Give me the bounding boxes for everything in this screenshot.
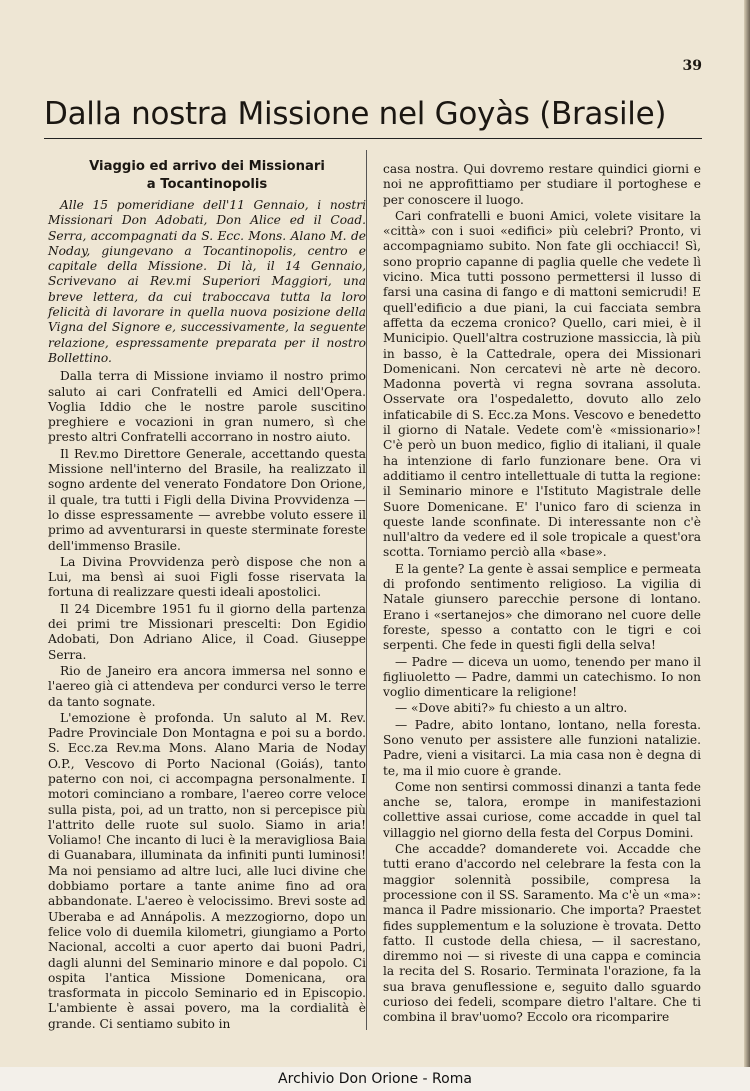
page-title: Dalla nostra Missione nel Goyàs (Brasile) — [44, 96, 667, 132]
right-paragraph: — Padre — diceva un uomo, tenendo per mano il figliuoletto — Padre, dammi un catechismo. Io non voglio dimenticare la religione! — [383, 654, 701, 700]
right-paragraph: Come non sentirsi commossi dinanzi a tanta fede anche se, talora, erompe in manifestazioni collettive assai curiose, come accadde in quel tal villaggio nel giorno della festa del Corpus Domini. — [383, 779, 701, 840]
left-paragraph: Dalla terra di Missione inviamo il nostro primo saluto ai cari Confratelli ed Amici dell'Opera. Voglia Iddio che le nostre parole suscitino preghiere e vocazioni in gran numero, sì che presto altri Confratelli accorrano in nostro aiuto. — [48, 369, 366, 445]
page-number: 39 — [682, 58, 702, 74]
article-title-line2: a Tocantinopolis — [146, 177, 268, 192]
page-fold-shadow — [744, 0, 750, 1067]
left-column — [48, 158, 366, 1033]
column-divider — [366, 150, 367, 1030]
left-paragraph: Il 24 Dicembre 1951 fu il giorno della partenza dei primi tre Missionari prescelti: Don Egidio Adobati, Don Adriano Alice, il Coad. Giuseppe Serra. — [48, 601, 366, 662]
right-paragraph: Cari confratelli e buoni Amici, volete visitare la «città» con i suoi «edifici» più celebri? Pronto, vi accompagniamo subito. Non fate gli occhiacci! Sì, sono proprio capanne di paglia quelle che vedete lì vicino. Mica tutti possono permettersi il lusso di farsi una casina di fango e di mattoni semicrudi! E quell'edificio a due piani, la cui facciata sembra affetta da eczema cronico? Quello, cari miei, è il Municipio. Quell'altra costruzione massiccia, là più in basso, è la Cattedrale, opera dei Missionari Domenicani. Non cercatevi nè arte nè decoro. Madonna povertà vi regna sovrana assoluta. Osservate ora l'ospedaletto, dovuto allo zelo infaticabile di S. Ecc.za Mons. Vescovo e benedetto il giorno di Natale. Vedete com'è «missionario»! C'è però un buon medico, figlio di italiani, il quale ha intenzione di farlo funzionare bene. Ora vi additiamo il centro intellettuale di tutta la regione: il Seminario minore e l'Istituto Magistrale delle Suore Domenicane. E' l'unico faro di scienza in queste lande sconfinate. Di interessante non c'è null'altro da vedere ed il sole tropicale a quest'ora scotta. Torniamo perciò alla «base». — [383, 208, 701, 560]
left-paragraph: Il Rev.mo Direttore Generale, accettando questa Missione nell'interno del Brasile, ha realizzato il sogno ardente del venerato Fondatore Don Orione, il quale, tra tutti i Figli della Divina Provvidenza — lo disse espressamente — avrebbe voluto essere il primo ad avventurarsi in queste sterminate foreste dell'immenso Brasile. — [48, 446, 366, 553]
right-paragraph: Che accadde? domanderete voi. Accadde che tutti erano d'accordo nel celebrare la festa con la maggior solennità possibile, compresa la processione con il SS. Saramento. Ma c'è un «ma»: manca il Padre missionario. Che importa? Praestet fides supplementum e la soluzione è trovata. Detto fatto. Il custode della chiesa, — il sacrestano, diremmo noi — si riveste di una cappa e comincia la recita del S. Rosario. Terminata l'orazione, fa la sua brava genuflessione e, seguito dallo sguardo curioso dei fedeli, scompare dietro l'altare. Che ti combina il brav'uomo? Eccolo ora ricomparire — [383, 842, 701, 1025]
right-paragraph: E la gente? La gente è assai semplice e permeata di profondo sentimento religioso. La vigilia di Natale giunsero parecchie persone di lontano. Erano i «sertanejos» che dimorano nel cuore delle foreste, spesso a contatto con le tigri e coi serpenti. Che fede in questi figli della selva! — [383, 561, 701, 653]
left-paragraph: La Divina Provvidenza però dispose che non a Lui, ma bensì ai suoi Figli fosse riservata la fortuna di realizzare questi ideali apostolici. — [48, 554, 366, 600]
article-title-line1: Viaggio ed arrivo dei Missionari — [89, 159, 325, 174]
title-rule — [44, 138, 702, 139]
left-paragraph: Rio de Janeiro era ancora immersa nel sonno e l'aereo già ci attendeva per condurci verso le terre da tanto sognate. — [48, 663, 366, 709]
intro-paragraph: Alle 15 pomeridiane dell'11 Gennaio, i nostri Missionari Don Adobati, Don Alice ed il Coad. Serra, accompagnati da S. Ecc. Mons. Alano M. de Noday, giungevano a Tocantinopolis, centro e capitale della Missione. Di là, il 14 Gennaio, Scrivevano ai Rev.mi Superiori Maggiori, una breve lettera, da cui traboccava tutta la loro felicità di lavorare in quella nuova posizione della Vigna del Signore e, successivamente, la seguente relazione, espressamente preparata per il nostro Bollettino. — [48, 198, 366, 365]
archive-footer: Archivio Don Orione - Roma — [0, 1067, 750, 1091]
right-paragraph: — «Dove abiti?» fu chiesto a un altro. — [395, 701, 628, 716]
left-paragraph: L'emozione è profonda. Un saluto al M. Rev. Padre Provinciale Don Montagna e poi su a bordo. S. Ecc.za Rev.ma Mons. Alano Maria de Noday O.P., Vescovo di Porto Nacional (Goiás), tanto paterno con noi, ci accompagna personalmente. I motori cominciano a rombare, l'aereo corre veloce sulla pista, poi, ad un tratto, non si percepisce più l'attrito delle ruote sul suolo. Siamo in aria! Voliamo! Che incanto di luci è la meravigliosa Baia di Guanabara, illuminata da infiniti punti luminosi! Ma noi pensiamo ad altre luci, alle luci divine che dobbiamo portare a tante anime fino ad ora abbandonate. L'aereo è velocissimo. Brevi soste ad Uberaba e ad Annápolis. A mezzogiorno, dopo un felice volo di duemila kilometri, giungiamo a Porto Nacional, accolti a cuor aperto dai buoni Padri, dagli alunni del Seminario minore e dal popolo. Ci ospita l'antica Missione Domenicana, ora trasformata in piccolo Seminario ed in Episcopio. L'ambiente è assai povero, ma la cordialità è grande. Ci sentiamo subito in — [48, 710, 366, 1031]
right-column — [383, 162, 701, 1027]
right-continued-text: casa nostra. Qui dovremo restare quindici giorni e noi ne approfittiamo per studiare il portoghese e per conoscere il luogo. — [383, 162, 701, 207]
article-title — [48, 158, 366, 194]
right-paragraph: — Padre, abito lontano, lontano, nella foresta. Sono venuto per assistere alle funzioni natalizie. Padre, vieni a visitarci. La mia casa non è degna di te, ma il mio cuore è grande. — [383, 717, 701, 778]
